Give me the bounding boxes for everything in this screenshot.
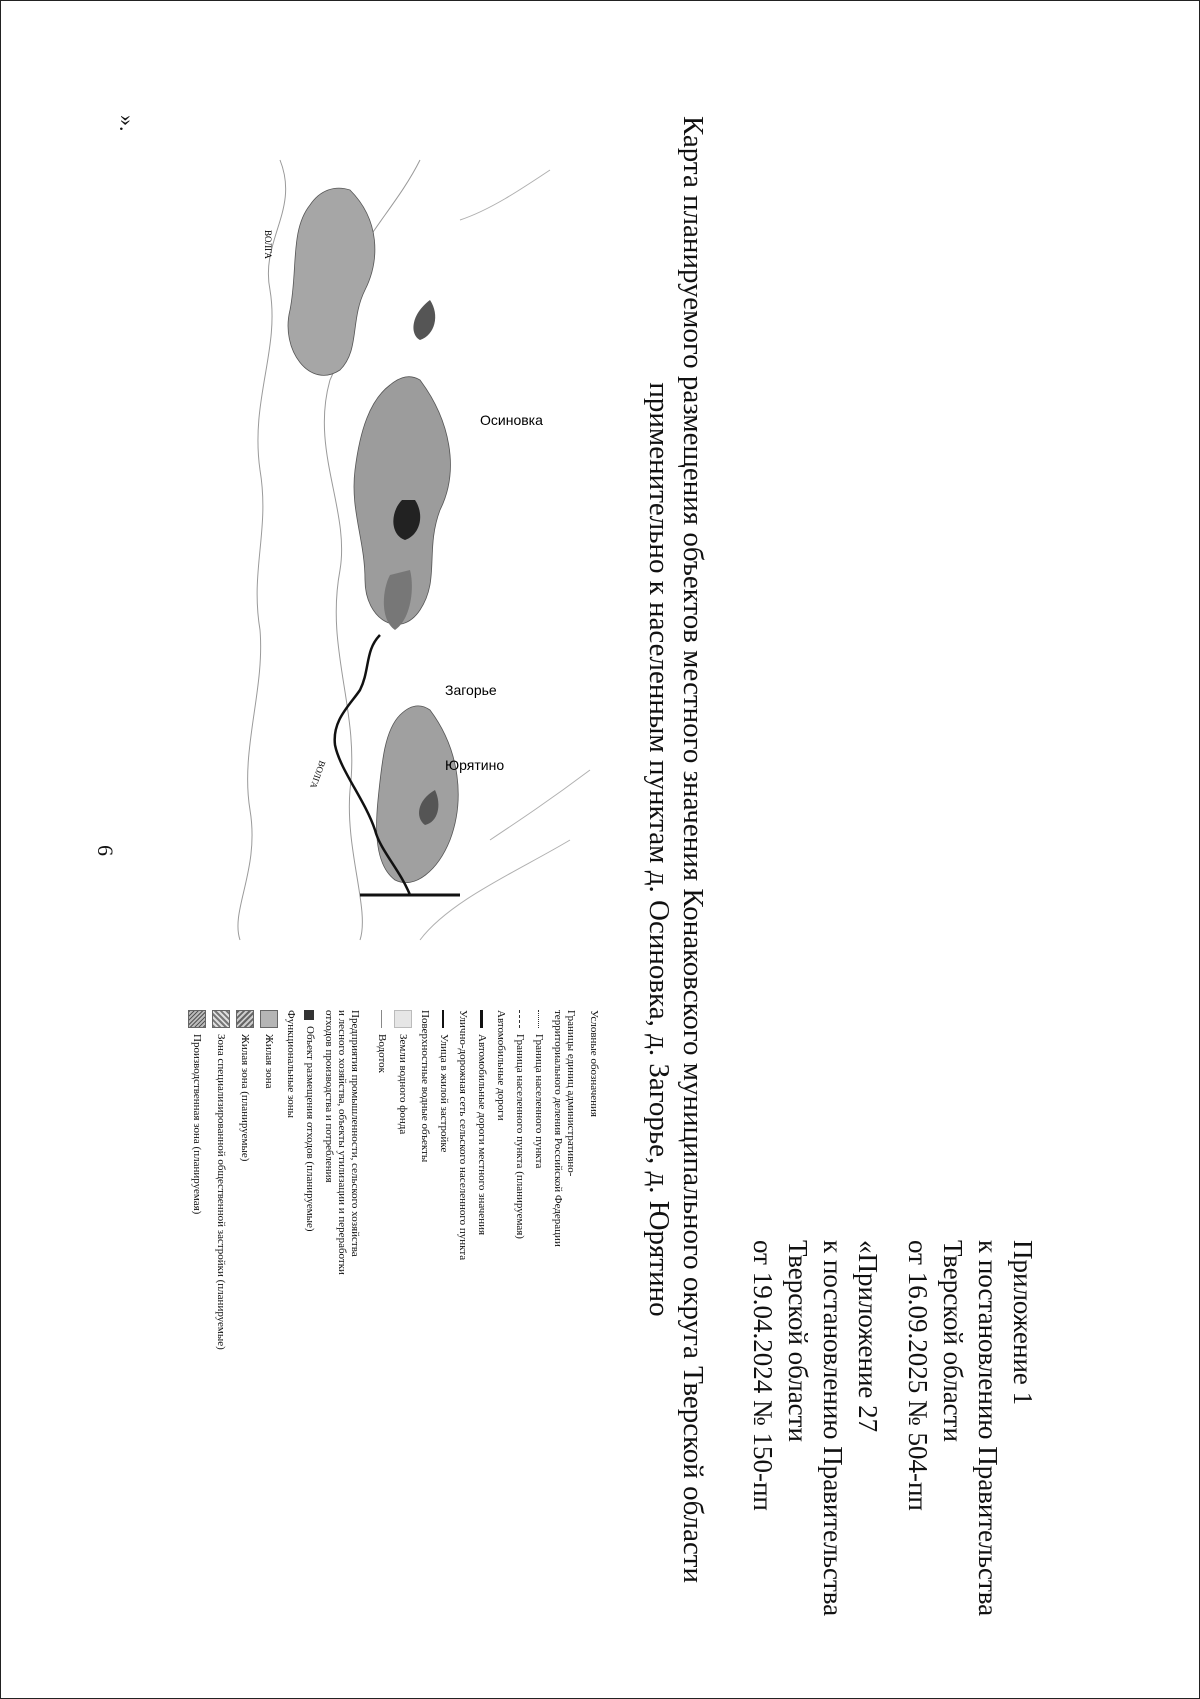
- map-title-line1: Карта планируемого размещения объектов местного значения Конаковского муниципального округа Тверской области: [677, 115, 709, 1584]
- appendix-1-line3: Тверской области: [938, 1240, 968, 1442]
- page-number: 6: [93, 845, 118, 856]
- closing-quote: ».: [115, 115, 140, 132]
- legend-industrial-zone: Производственная зона (планируемая): [188, 1010, 206, 1350]
- legend-water-fund-lands: Земли водного фонда: [394, 1010, 412, 1350]
- appendix-1-line2: к постановлению Правительства: [973, 1240, 1003, 1617]
- street-line-icon: [443, 1010, 445, 1028]
- legend-residential-street: Улица в жилой застройке: [437, 1010, 450, 1350]
- special-public-swatch-icon: [212, 1010, 230, 1028]
- map-title-line2: применительно к населенным пунктам д. Осиновка, д. Загорье, д. Юрятино: [643, 382, 675, 1317]
- residential-zone-swatch-icon: [260, 1010, 278, 1028]
- legend-street-network-heading: Улично-дорожная сеть сельского населенного пункта: [457, 1010, 469, 1261]
- appendix-27-line4: от 19.04.2024 № 150-пп: [748, 1240, 778, 1511]
- yuryatino-label: Юрятино: [445, 757, 505, 773]
- appendix-1-line1: Приложение 1: [1008, 1240, 1038, 1406]
- legend-roads-heading: Автомобильные дороги: [495, 1010, 507, 1121]
- appendix-27-line1: «Приложение 27: [853, 1240, 883, 1433]
- stream-line-2: [490, 770, 590, 840]
- legend-water-heading: Поверхностные водные объекты: [419, 1010, 431, 1163]
- legend-residential-zone-planned: Жилая зона (планируемые): [236, 1010, 254, 1350]
- watercourse-line-icon: [381, 1010, 382, 1028]
- appendix-1-line4: от 16.09.2025 № 504-пп: [903, 1240, 933, 1511]
- industrial-swatch-icon: [188, 1010, 206, 1028]
- legend-settlement-boundary-planned: Граница населенного пункта (планируемая): [513, 1010, 526, 1350]
- road-line-icon: [480, 1010, 483, 1028]
- zagorye-label: Загорье: [445, 682, 497, 698]
- legend-watercourse: Водоток: [375, 1010, 388, 1350]
- waste-site-icon: [305, 1010, 315, 1020]
- river-bank-lower: [238, 160, 286, 940]
- volga-label-1: ВОЛГА: [263, 230, 273, 259]
- legend-residential-zone: Жилая зона: [260, 1010, 278, 1350]
- osinovka-zone: [288, 188, 375, 375]
- legend-admin-boundaries: Границы единиц административно- территориального деления Российской Федерации: [552, 1010, 577, 1247]
- settlement-map: [90, 150, 610, 950]
- appendix-1-block: [900, 1240, 1040, 1616]
- legend-heading: Условные обозначения: [588, 1010, 600, 1117]
- map-legend: [182, 1010, 600, 1350]
- dotted-line-icon: [538, 1010, 539, 1028]
- volga-label-2: ВОЛГА: [308, 759, 328, 790]
- legend-functional-zones-heading: Функциональные зоны: [285, 1010, 297, 1119]
- legend-local-roads: Автомобильные дороги местного значения: [475, 1010, 488, 1350]
- appendix-27-line2: к постановлению Правительства: [818, 1240, 848, 1617]
- dashed-line-icon: [519, 1010, 520, 1028]
- stream-line-3: [460, 170, 550, 220]
- water-fund-swatch-icon: [394, 1010, 412, 1028]
- osinovka-zone-small: [413, 300, 435, 340]
- appendix-27-line3: Тверской области: [783, 1240, 813, 1442]
- osinovka-label: Осиновка: [480, 412, 543, 428]
- legend-enterprises: Предприятия промышленности, сельского хозяйства и лесного хозяйства, объекты утилизации и переработки отходов производства и потребления: [323, 1010, 361, 1275]
- appendix-27-block: [745, 1240, 885, 1616]
- residential-planned-swatch-icon: [236, 1010, 254, 1028]
- legend-settlement-boundary: Граница населенного пункта: [532, 1010, 545, 1350]
- legend-waste-site-planned: Объект размещения отходов (планируемые): [303, 1010, 316, 1350]
- map-title: [642, 0, 710, 1699]
- legend-special-public-zone: Зона специализированной общественной застройки (планируемые): [212, 1010, 230, 1350]
